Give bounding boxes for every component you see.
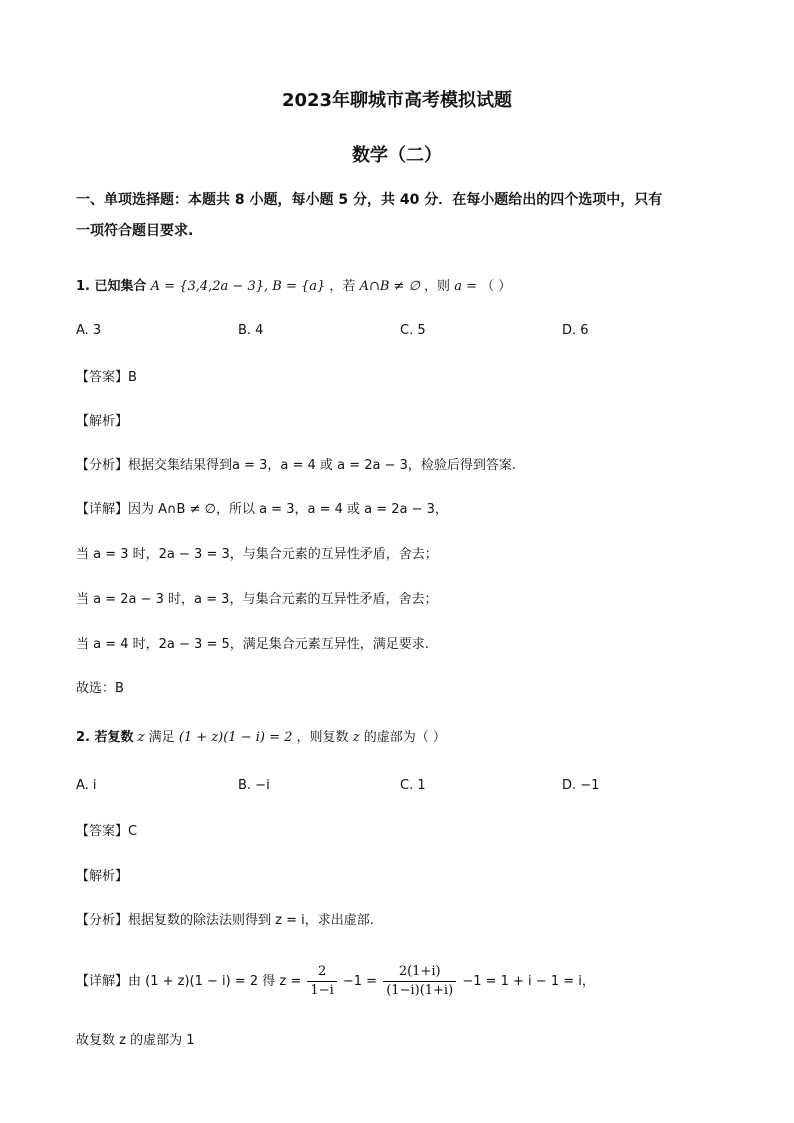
q2-fenxi-label: 【分析】 (76, 913, 129, 928)
q1-option-b: B. 4 (238, 323, 264, 338)
q2-fraction-1 (307, 963, 336, 1000)
q2-stem-mid: 满足 (148, 730, 175, 745)
section-heading-line1: 一、单项选择题：本题共 8 小题，每小题 5 分，共 40 分．在每小题给出的四个选项中，只有 (76, 192, 663, 208)
q2-fenxi-text: 根据复数的除法法则得到 z = i，求出虚部. (128, 913, 374, 928)
q2-stem-z: z (137, 730, 145, 745)
q1-stem-paren: （ ） (481, 279, 512, 294)
q2-stem (76, 728, 734, 748)
q2-option-d: D. −1 (562, 778, 600, 793)
q1-stem-condition: A∩B ≠ ∅ (359, 279, 420, 294)
q2-detail-pre: 由 (1 + z)(1 − i) = 2 得 z = (128, 974, 302, 989)
q1-stem-mid: ，若 (329, 279, 356, 294)
q2-fraction-2 (383, 963, 456, 1000)
section-heading-line2: 一项符合题目要求. (76, 223, 194, 239)
q2-stem-z2: z (352, 730, 360, 745)
q1-fenxi (76, 456, 734, 476)
q2-detail-post: −1 = 1 + i − 1 = i， (462, 974, 595, 989)
q2-answer: 【答案】C (76, 824, 138, 839)
q2-conclusion: 故复数 z 的虚部为 1 (76, 1033, 195, 1048)
q1-option-a: A. 3 (76, 323, 102, 338)
page-subtitle: 数学（二） (352, 145, 442, 166)
q1-analysis-heading: 【解析】 (76, 414, 129, 429)
q2-detail-minus: −1 = (342, 974, 378, 989)
q2-fraction-2-denominator: (1−i)(1+i) (386, 983, 454, 998)
q1-stem-prefix: 1. 已知集合 (76, 279, 147, 294)
q2-stem-equation: (1 + z)(1 − i) = 2 (178, 730, 293, 745)
q1-case-3: 当 a = 4 时，2a − 3 = 5，满足集合元素互异性，满足要求. (76, 637, 429, 652)
q2-option-c: C. 1 (400, 778, 426, 793)
q2-detail (76, 960, 734, 1004)
q2-fraction-1-denominator: 1−i (310, 983, 334, 998)
q2-stem-end: 的虚部为（ ） (363, 730, 446, 745)
q1-detail-text: 因为 A∩B ≠ ∅，所以 a = 3，a = 4 或 a = 2a − 3， (128, 502, 448, 517)
q1-detail (76, 500, 734, 520)
q2-option-b: B. −i (238, 778, 270, 793)
q1-answer: 【答案】B (76, 370, 137, 385)
q2-stem-prefix: 2. 若复数 (76, 730, 134, 745)
q1-stem (76, 277, 734, 297)
q2-detail-label: 【详解】 (76, 974, 129, 989)
q1-stem-sets: A = {3,4,2a − 3}, B = {a} (150, 279, 326, 294)
q1-case-2: 当 a = 2a − 3 时，a = 3，与集合元素的互异性矛盾，舍去； (76, 592, 438, 607)
q1-fenxi-label: 【分析】 (76, 458, 129, 473)
q2-fenxi (76, 911, 734, 931)
page-title: 2023年聊城市高考模拟试题 (281, 90, 513, 111)
q2-fraction-2-numerator: 2(1+i) (383, 963, 456, 982)
q1-case-1: 当 a = 3 时，2a − 3 = 3，与集合元素的互异性矛盾，舍去； (76, 547, 438, 562)
q1-stem-ask: a = (454, 279, 477, 294)
q1-choice: 故选：B (76, 681, 124, 696)
q1-stem-suffix: ，则 (424, 279, 451, 294)
q1-fenxi-text: 根据交集结果得到a = 3，a = 4 或 a = 2a − 3，检验后得到答案. (128, 458, 516, 473)
q1-detail-label: 【详解】 (76, 502, 129, 517)
q2-fraction-1-numerator: 2 (307, 963, 336, 982)
q2-stem-suffix: ，则复数 (296, 730, 349, 745)
q2-option-a: A. i (76, 778, 97, 793)
q1-option-d: D. 6 (562, 323, 589, 338)
q2-analysis-heading: 【解析】 (76, 869, 129, 884)
q1-option-c: C. 5 (400, 323, 426, 338)
